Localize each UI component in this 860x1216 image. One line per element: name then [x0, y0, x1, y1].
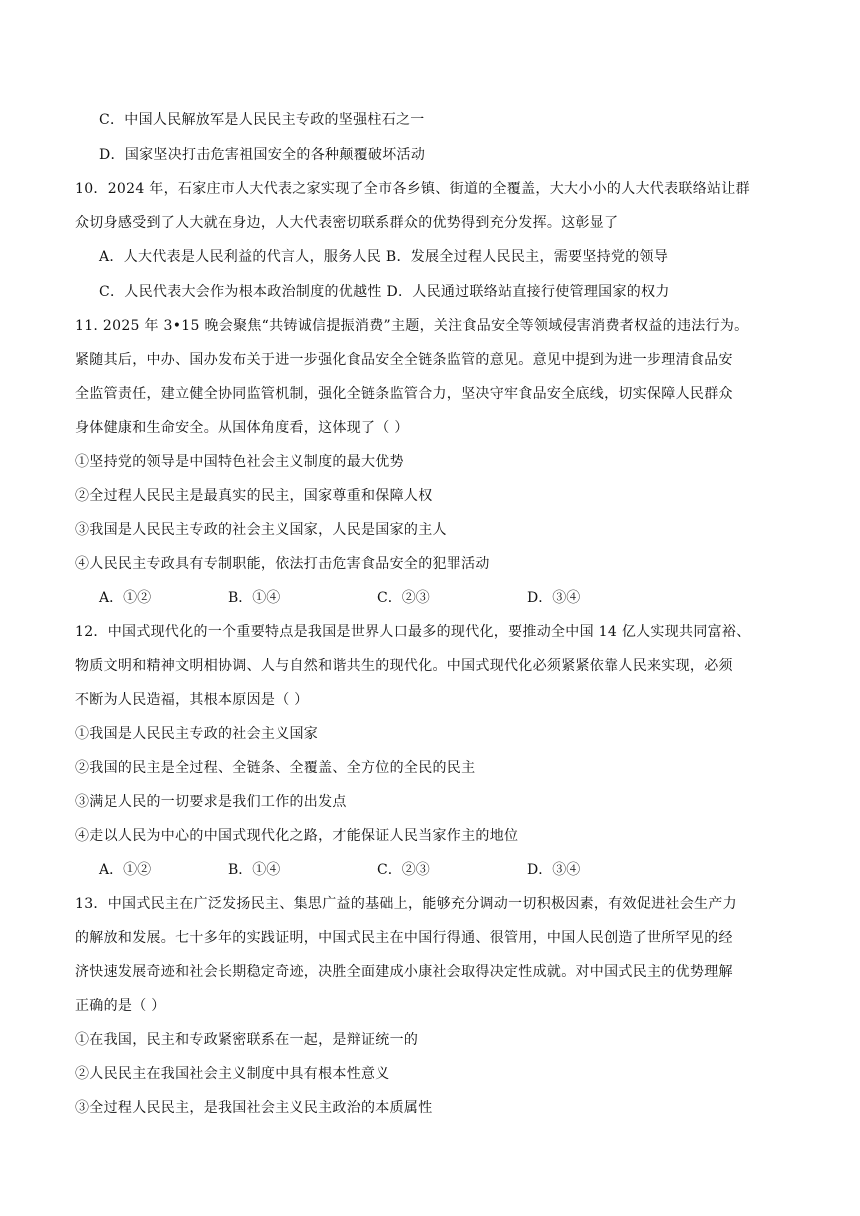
- q11-choice-a: A．①②: [99, 590, 152, 606]
- q11-statement-4: ④人民民主专政具有专制职能，依法打击危害食品安全的犯罪活动: [75, 556, 490, 572]
- q12-stem-line-1: 12．中国式现代化的一个重要特点是我国是世界人口最多的现代化，要推动全中国 14 亿人实现共同富裕、: [75, 624, 751, 640]
- q11-stem-line-4: 身体健康和生命安全。从国体角度看，这体现了（ ）: [75, 420, 409, 436]
- q12-choice-a: A．①②: [99, 862, 152, 878]
- q9-option-d: D．国家坚决打击危害祖国安全的各种颠覆破坏活动: [99, 147, 426, 163]
- q10-stem-line-1: 10．2024 年，石家庄市人大代表之家实现了全市各乡镇、街道的全覆盖，大大小小的人大代表联络站让群: [75, 181, 750, 197]
- q11-statement-1: ①坚持党的领导是中国特色社会主义制度的最大优势: [75, 454, 404, 470]
- q12-statement-2: ②我国的民主是全过程、全链条、全覆盖、全方位的全民的民主: [75, 760, 476, 776]
- q12-stem-line-2: 物质文明和精神文明相协调、人与自然和谐共生的现代化。中国式现代化必须紧紧依靠人民来实现，必须: [75, 658, 733, 674]
- q12-choice-c: C．②③: [377, 862, 430, 878]
- q13-stem-line-3: 济快速发展奇迹和社会长期稳定奇迹，决胜全面建成小康社会取得决定性成就。对中国式民主的优势理解: [75, 964, 733, 980]
- q11-choice-c: C．②③: [377, 590, 430, 606]
- q13-statement-1: ①在我国，民主和专政紧密联系在一起，是辩证统一的: [75, 1032, 419, 1048]
- q10-options-row-2: C．人民代表大会作为根本政治制度的优越性 D．人民通过联络站直接行使管理国家的权力: [99, 284, 670, 300]
- q11-stem-line-1: 11. 2025 年 3•15 晚会聚焦“共铸诚信提振消费”主题，关注食品安全等领域侵害消费者权益的违法行为。: [75, 318, 749, 334]
- q11-stem-line-3: 全监管责任，建立健全协同监管机制，强化全链条监管合力，坚决守牢食品安全底线，切实保障人民群众: [75, 386, 733, 402]
- q13-stem-line-4: 正确的是（ ）: [75, 998, 166, 1014]
- q13-stem-line-2: 的解放和发展。七十多年的实践证明，中国式民主在中国行得通、很管用，中国人民创造了世所罕见的经: [75, 930, 733, 946]
- q11-stem-line-2: 紧随其后，中办、国办发布关于进一步强化食品安全全链条监管的意见。意见中提到为进一步理清食品安: [75, 352, 733, 368]
- q12-statement-1: ①我国是人民民主专政的社会主义国家: [75, 726, 319, 742]
- q11-choice-d: D．③④: [527, 590, 581, 606]
- q11-choice-b: B．①④: [228, 590, 281, 606]
- q13-stem-line-1: 13．中国式民主在广泛发扬民主、集思广益的基础上，能够充分调动一切积极因素，有效促进社会生产力: [75, 896, 737, 912]
- q12-stem-line-3: 不断为人民造福，其根本原因是（ ）: [75, 692, 309, 708]
- q12-choice-d: D．③④: [527, 862, 581, 878]
- q12-statement-4: ④走以人民为中心的中国式现代化之路，才能保证人民当家作主的地位: [75, 828, 519, 844]
- q13-statement-2: ②人民民主在我国社会主义制度中具有根本性意义: [75, 1066, 390, 1082]
- q11-statement-3: ③我国是人民民主专政的社会主义国家，人民是国家的主人: [75, 522, 447, 538]
- q12-statement-3: ③满足人民的一切要求是我们工作的出发点: [75, 794, 347, 810]
- q9-option-c: C．中国人民解放军是人民民主专政的坚强柱石之一: [99, 112, 425, 128]
- q10-options-row-1: A．人大代表是人民利益的代言人，服务人民 B．发展全过程人民民主，需要坚持党的领导: [99, 249, 669, 265]
- q10-stem-line-2: 众切身感受到了人大就在身边，人大代表密切联系群众的优势得到充分发挥。这彰显了: [75, 215, 619, 231]
- q13-statement-3: ③全过程人民民主，是我国社会主义民主政治的本质属性: [75, 1100, 433, 1116]
- q11-statement-2: ②全过程人民民主是最真实的民主，国家尊重和保障人权: [75, 488, 433, 504]
- q12-choice-b: B．①④: [228, 862, 281, 878]
